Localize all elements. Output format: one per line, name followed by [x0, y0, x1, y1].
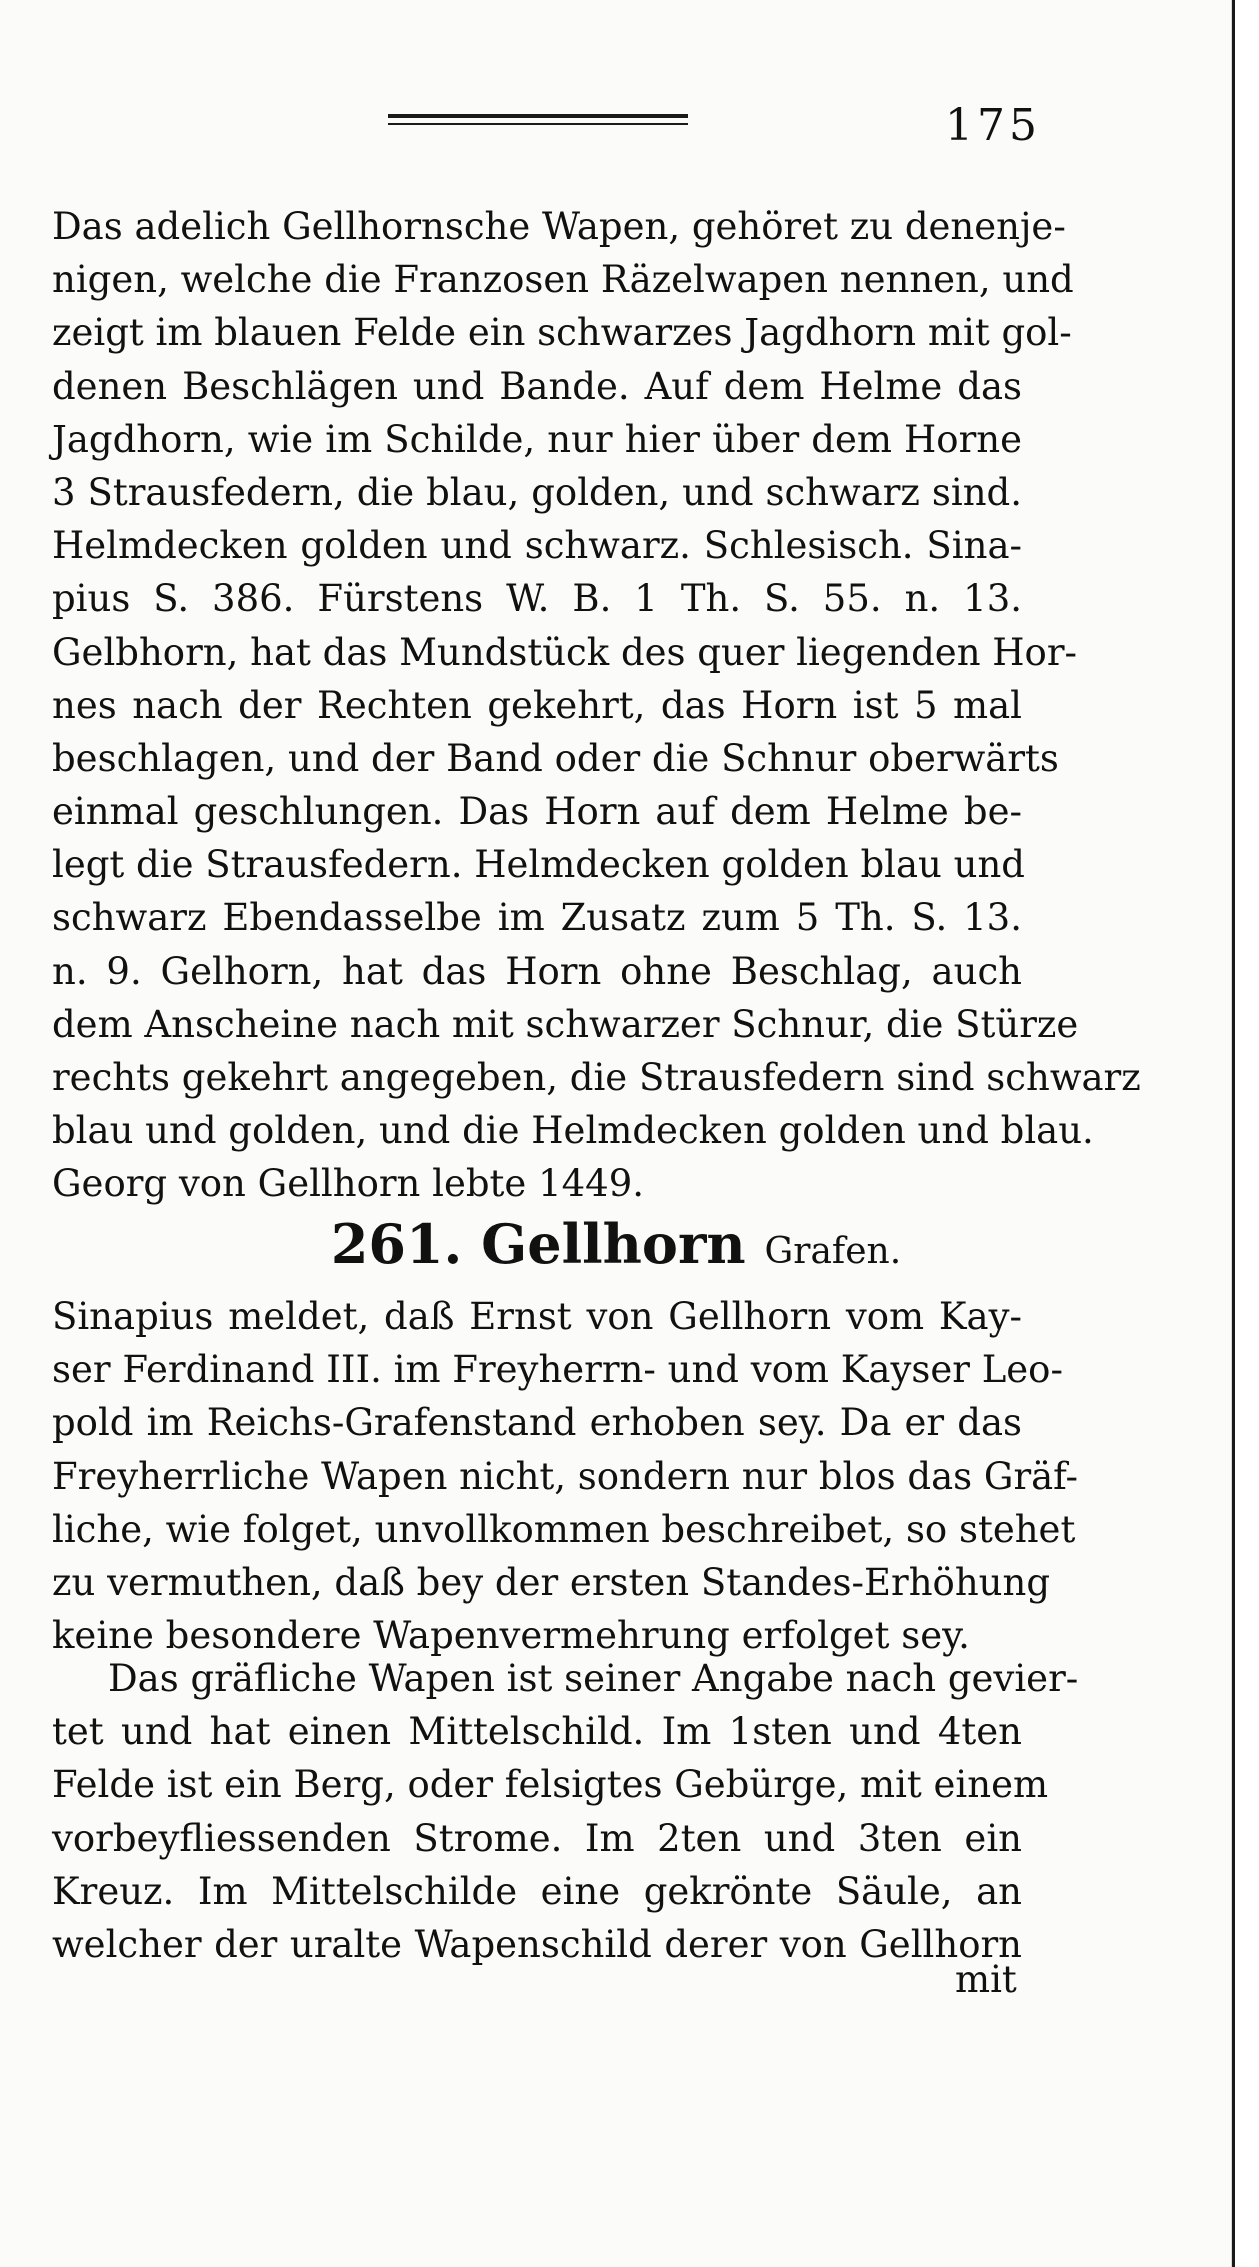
text-line: einmal geschlungen. Das Horn auf dem Helme be- — [52, 790, 1022, 834]
header-rule-thick — [388, 114, 688, 118]
text-line: Sinapius meldet, daß Ernst von Gellhorn vom Kay- — [52, 1295, 1022, 1338]
section-suffix: Grafen. — [764, 1231, 902, 1272]
catchword: mit — [955, 1958, 1017, 2001]
page-number: 175 — [945, 100, 1041, 151]
text-line: Felde ist ein Berg, oder felsigtes Gebürge, mit einem — [52, 1763, 1049, 1807]
text-line: pold im Reichs-Grafenstand erhoben sey. Da er das — [52, 1401, 1022, 1445]
section-name: Gellhorn — [481, 1212, 746, 1276]
text-line: vorbeyfliessenden Strome. Im 2ten und 3ten ein — [52, 1816, 1022, 1860]
text-line: zu vermuthen, daß bey der ersten Standes-Erhöhung — [52, 1560, 1051, 1604]
text-line: n. 9. Gelhorn, hat das Horn ohne Beschlag, auch — [52, 949, 1022, 993]
text-line: Georg von Gellhorn lebte 1449. — [52, 1162, 644, 1206]
section-heading — [0, 1212, 1232, 1276]
text-line: nes nach der Rechten gekehrt, das Horn ist 5 mal — [52, 683, 1022, 727]
text-line: welcher der uralte Wapenschild derer von Gellhorn — [52, 1922, 1022, 1966]
text-line: legt die Strausfedern. Helmdecken golden blau und — [52, 843, 1025, 887]
text-line: tet und hat einen Mittelschild. Im 1sten und 4ten — [52, 1710, 1022, 1754]
header-rule-thin — [388, 123, 688, 125]
text-line: keine besondere Wapenvermehrung erfolget sey. — [52, 1614, 970, 1658]
text-line: pius S. 386. Fürstens W. B. 1 Th. S. 55. n. 13. — [52, 577, 1022, 621]
text-line: rechts gekehrt angegeben, die Strausfedern sind schwarz — [52, 1056, 1141, 1099]
text-line: Kreuz. Im Mittelschilde eine gekrönte Säule, an — [52, 1869, 1022, 1913]
text-line: ser Ferdinand III. im Freyherrn- und vom Kayser Leo- — [52, 1348, 1063, 1392]
text-line: denen Beschlägen und Bande. Auf dem Helme das — [52, 364, 1022, 408]
page-edge — [1232, 0, 1259, 2267]
text-line: Das gräfliche Wapen ist seiner Angabe nach gevier- — [108, 1657, 1079, 1700]
text-line: Das adelich Gellhornsche Wapen, gehöret zu denenje- — [52, 205, 1066, 248]
text-line: Gelbhorn, hat das Mundstück des quer liegenden Hor- — [52, 630, 1078, 674]
text-line: beschlagen, und der Band oder die Schnur oberwärts — [52, 736, 1059, 780]
section-number: 261. — [330, 1212, 463, 1276]
text-line: 3 Strausfedern, die blau, golden, und schwarz sind. — [52, 470, 1022, 514]
text-line: dem Anscheine nach mit schwarzer Schnur, die Stürze — [52, 1002, 1079, 1046]
text-line: liche, wie folget, unvollkommen beschreibet, so stehet — [52, 1507, 1076, 1551]
text-line: nigen, welche die Franzosen Räzelwapen nennen, und — [52, 258, 1074, 302]
text-line: blau und golden, und die Helmdecken golden und blau. — [52, 1109, 1094, 1153]
text-line: Freyherrliche Wapen nicht, sondern nur blos das Gräf- — [52, 1454, 1079, 1498]
paragraph-2 — [52, 1290, 1079, 1662]
paragraph-1 — [52, 200, 1141, 1211]
text-line: zeigt im blauen Felde ein schwarzes Jagdhorn mit gol- — [52, 311, 1072, 355]
text-line: Jagdhorn, wie im Schilde, nur hier über dem Horne — [52, 417, 1022, 461]
header-rule — [388, 114, 688, 128]
text-line: Helmdecken golden und schwarz. Schlesisch. Sina- — [52, 524, 1022, 568]
text-line: schwarz Ebendasselbe im Zusatz zum 5 Th. S. 13. — [52, 896, 1022, 940]
paragraph-3 — [52, 1652, 1079, 1971]
